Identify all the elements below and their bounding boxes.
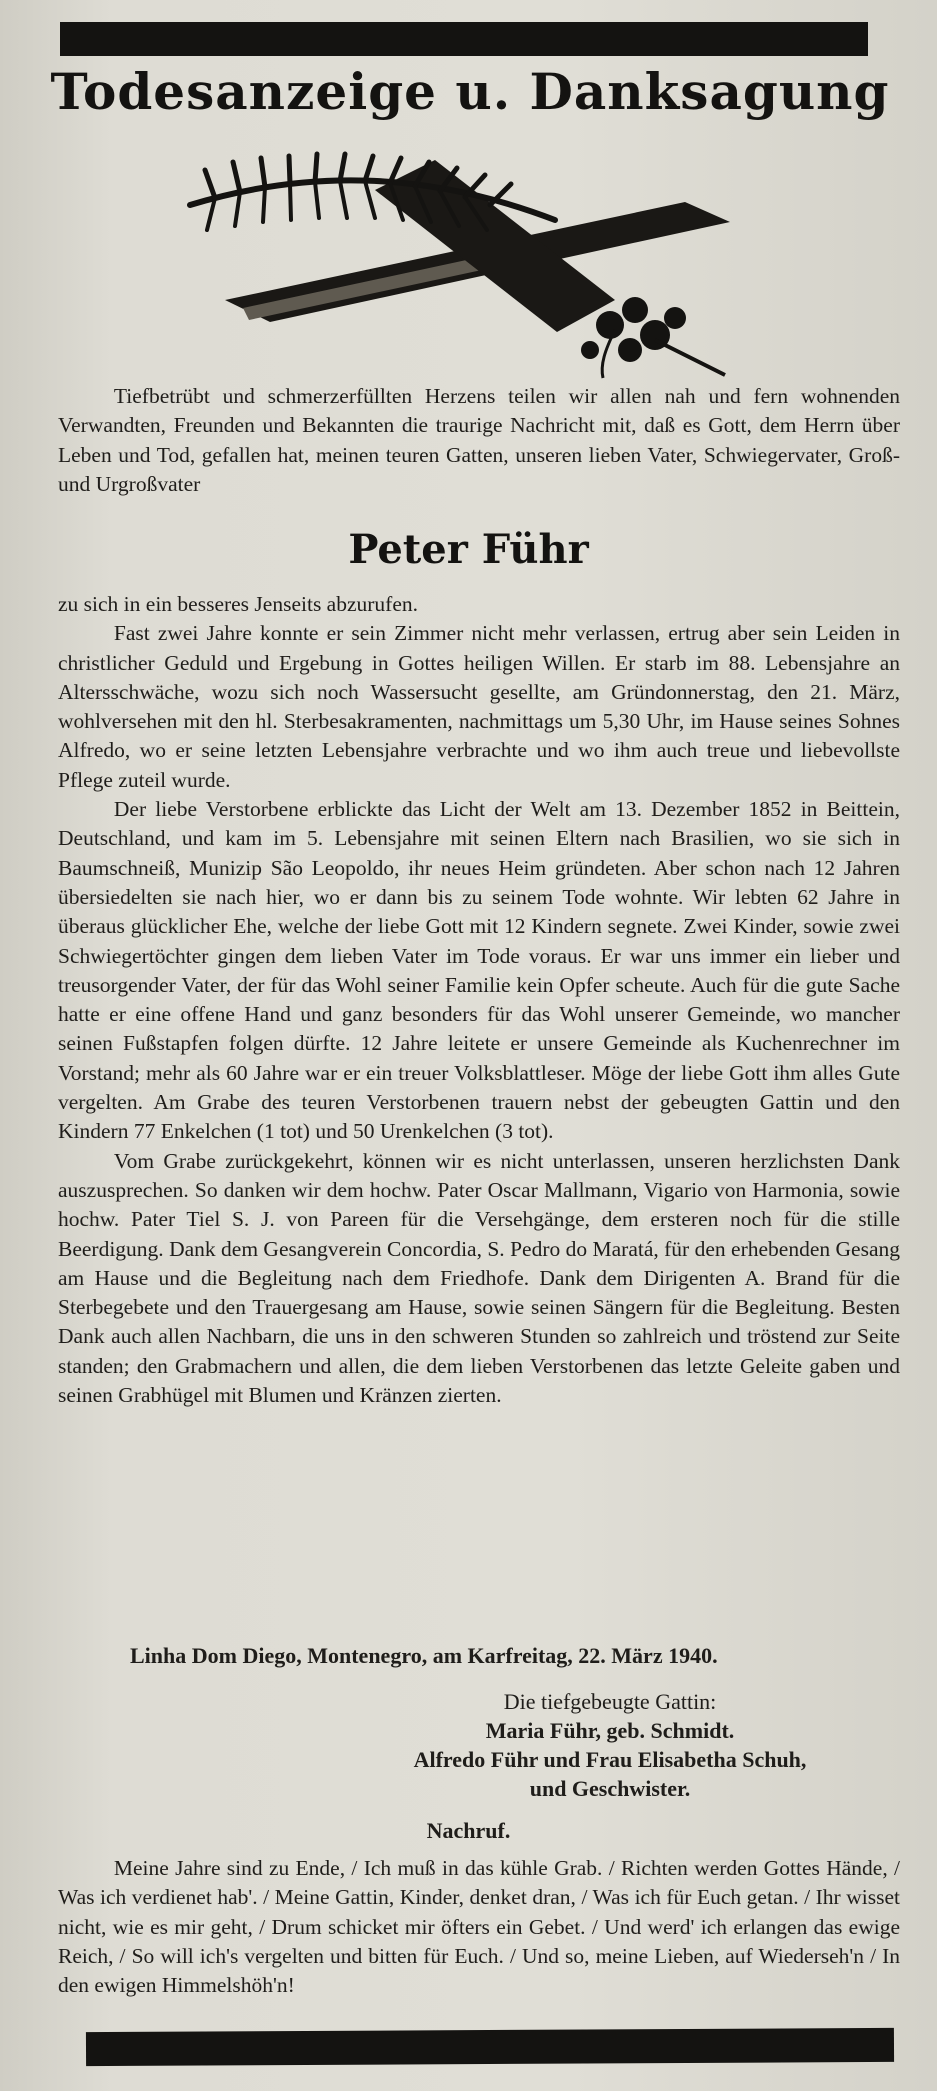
signature-line: Maria Führ, geb. Schmidt. — [485, 1718, 735, 1743]
signature-line: und Geschwister. — [529, 1776, 691, 1801]
paragraph-thanks: Vom Grabe zurückgekehrt, können wir es nicht unterlassen, unseren herzlichsten Dank auszusprechen. So danken wir dem hochw. Pater Oscar Mallmann, Vigario von Harmonia, sowie hochw. Pater Tiel S. J. von Pareen für die Versehgänge, dem ersteren noch für die stille Beerdigung. Dank dem Gesangverein Concordia, S. Pedro do Maratá, für den erhebenden Gesang am Hause und die Begleitung nach dem Friedhofe. Dank dem Dirigenten A. Brand für die Sterbegebete und den Trauergesang am Hause, sowie seinen Sängern für die Begleitung. Besten Dank auch allen Nachbarn, die uns in den schweren Stunden so zahlreich und tröstend zur Seite standen; den Grabmachern und allen, die dem lieben Verstorbenen das letzte Geleite gaben und seinen Grabhügel mit Blumen und Kränzen zierten. — [58, 1148, 900, 1408]
flower-wreath — [581, 297, 725, 378]
paragraph-illness: Fast zwei Jahre konnte er sein Zimmer nicht mehr verlassen, ertrug aber sein Leiden in christlicher Geduld und Ergebung in Gottes heiligen Willen. Er starb im 88. Lebensjahre an Altersschwäche, wozu sich noch Wassersucht gesellte, am Gründonnerstag, den 21. März, wohlversehen mit den hl. Sterbesakramenten, nachmittags um 5,30 Uhr, im Hause seines Sohnes Alfredo, wo er seine letzten Lebensjahre verbrachte und wo ihm auch treue und liebevollste Pflege zuteil wurde. — [58, 621, 900, 792]
signature-block — [330, 1687, 890, 1803]
after-name-line: zu sich in ein besseres Jenseits abzurufen. — [58, 592, 419, 616]
intro-paragraph: Tiefbetrübt und schmerzerfüllten Herzens teilen wir allen nah und fern wohnenden Verwandten, Freunden und Bekannten die traurige Nachricht mit, daß es Gott, dem Herrn über Leben und Tod, gefallen hat, meinen teuren Gatten, unseren lieben Vater, Schwiegervater, Groß- und Urgroßvater — [58, 384, 900, 496]
nachruf-heading: Nachruf. — [426, 1818, 511, 1843]
signature-caption: Die tiefgebeugte Gattin: — [503, 1689, 717, 1714]
bottom-rule — [86, 2028, 894, 2066]
nachruf-poem: Meine Jahre sind zu Ende, / Ich muß in das kühle Grab. / Richten werden Gottes Hände, / Was ich verdienet hab'. / Meine Gattin, Kinder, denket dran, / Was ich für Euch getan. / Ihr wisset nicht, wie es mir geht, / Drum schicket mir öfters ein Gebet. / Und werd' ich erlangen das ewige Reich, / So will ich's vergelten und bitten für Euch. / Und so, meine Lieben, auf Wiederseh'n / In den ewigen Himmelshöh'n! — [58, 1856, 900, 1998]
dateline: Linha Dom Diego, Montenegro, am Karfreitag, 22. März 1940. — [130, 1643, 718, 1668]
top-rule — [60, 22, 868, 56]
deceased-name: Peter Führ — [348, 526, 589, 573]
page-title: Todesanzeige u. Danksagung — [50, 62, 890, 121]
paragraph-biography: Der liebe Verstorbene erblickte das Licht der Welt am 13. Dezember 1852 in Beittein, Deutschland, und kam im 5. Lebensjahre mit seinen Eltern nach Brasilien, wo sie sich in Baumschneiß, Munizip São Leopoldo, ihr neues Heim gründeten. Aber schon nach 12 Jahren übersiedelten sie nach hier, wo er dann bis zu seinem Tode wohnte. Wir lebten 62 Jahre in überaus glücklicher Ehe, welche der liebe Gott mit 12 Kindern segnete. Zwei Kinder, sowie zwei Schwiegertöchter gingen dem lieben Vater im Tode voraus. Er war uns immer ein lieber und treusorgender Vater, der für das Wohl seiner Familie kein Opfer scheute. Auch für die gute Sache hatte er eine offene Hand und ganz besonders für das Wohl unserer Gemeinde, wo mancher seinen Fußstapfen folgen dürfte. 12 Jahre leitete er unsere Gemeinde als Kuchenrechner im Vorstand; mehr als 60 Jahre war er ein treuer Volksblattleser. Möge der liebe Gott ihm alles Gute vergelten. Am Grabe des teuren Verstorbenen trauern nebst der gebeugten Gattin und den Kindern 77 Enkelchen (1 tot) und 50 Urenkelchen (3 tot). — [58, 797, 900, 1144]
obituary-body — [58, 590, 900, 1410]
signature-line: Alfredo Führ und Frau Elisabetha Schuh, — [413, 1747, 807, 1772]
cross-and-palm-emblem — [185, 150, 755, 380]
